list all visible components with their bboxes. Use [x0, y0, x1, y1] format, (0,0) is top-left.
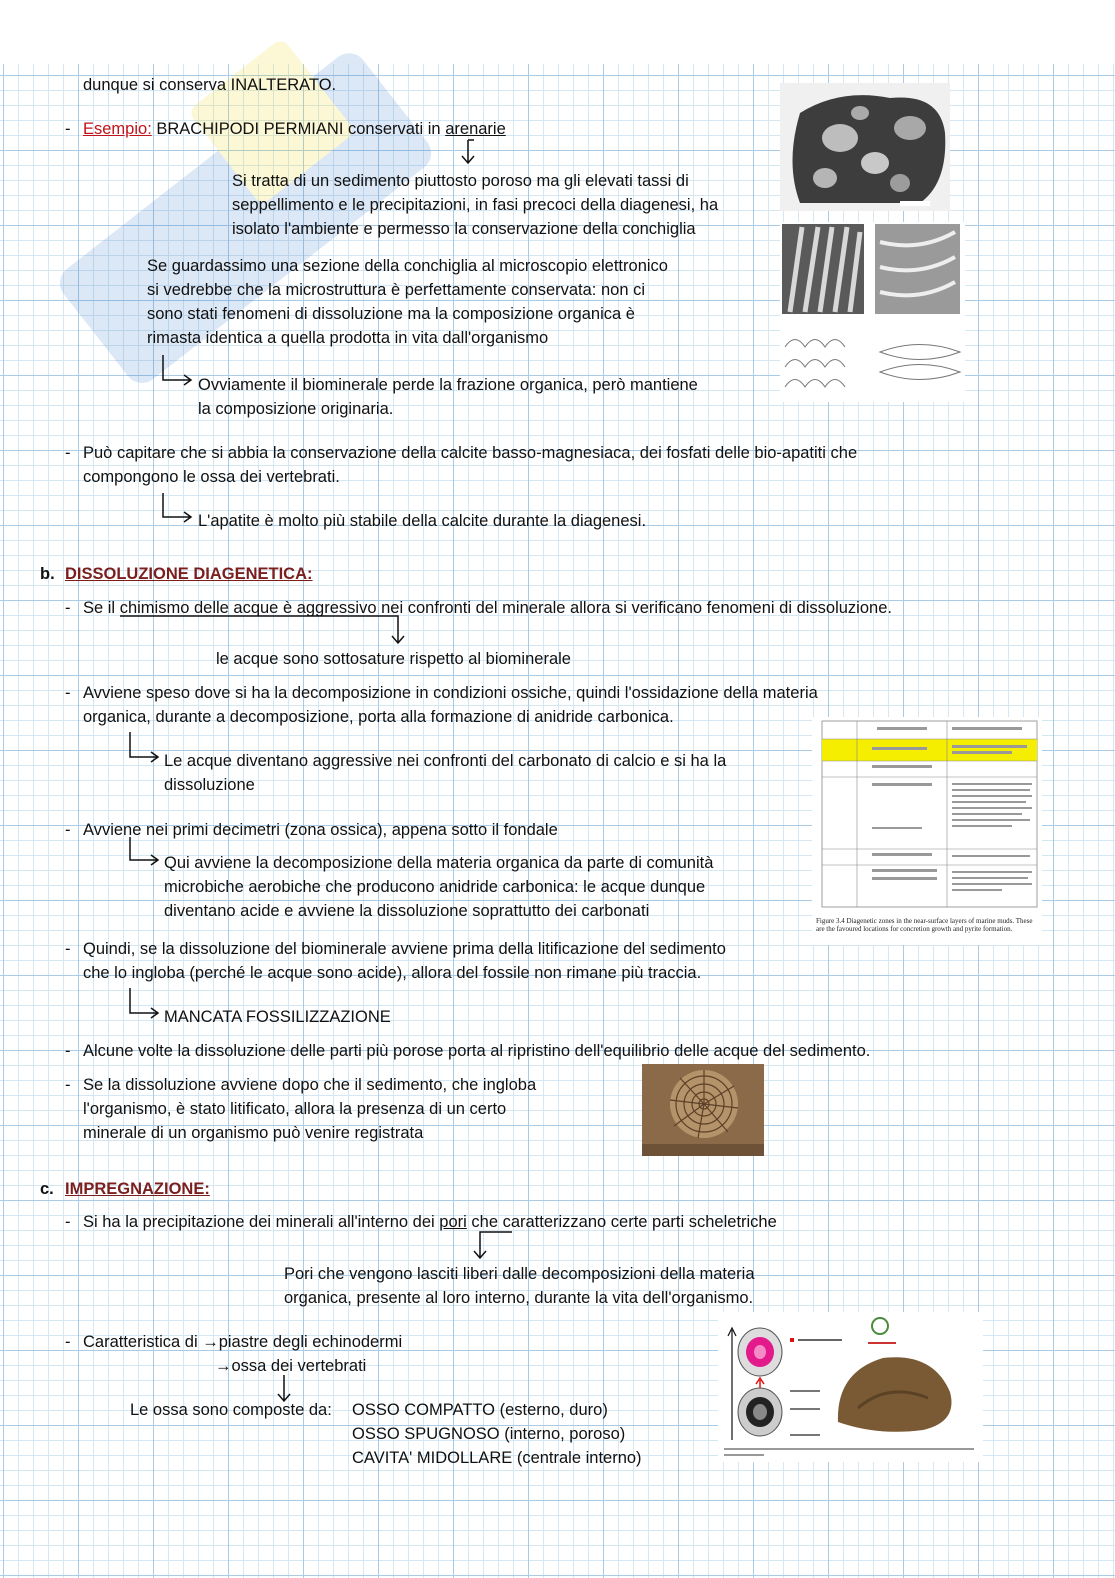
para-biomineral-2: la composizione originaria.: [198, 400, 394, 418]
para-litification-1: - Quindi, se la dissoluzione del biominerale avviene prima della litificazione del sedimento: [83, 937, 726, 962]
para-apatite: L'apatite è molto più stabile della calcite durante la diagenesi.: [198, 512, 647, 530]
down-arrow-icon: [460, 138, 480, 168]
line-inalterato: dunque si conserva INALTERATO.: [83, 76, 337, 94]
para-chemistry: - Se il chimismo delle acque è aggressivo nei confronti del minerale allora si verificano fenomeni di dissoluzione.: [83, 596, 892, 621]
para-sediment-2: seppellimento e le precipitazioni, in fasi precoci della diagenesi, ha: [232, 196, 719, 214]
bone-part-compact: OSSO COMPATTO (esterno, duro): [352, 1401, 608, 1419]
para-aggressive-2: dissoluzione: [164, 776, 255, 794]
para-calcite-2: compongono le ossa dei vertebrati.: [83, 468, 340, 486]
para-porous: - Alcune volte la dissoluzione delle parti più porose porta al ripristino dell'equilibrio delle acque del sedimento.: [83, 1039, 870, 1064]
bone-part-spongy: OSSO SPUGNOSO (interno, poroso): [352, 1425, 626, 1443]
section-b-letter: b.: [40, 565, 55, 583]
para-microbial-3: diventano acide e avviene la dissoluzione soprattutto dei carbonati: [164, 902, 650, 920]
para-microscope-2: si vedrebbe che la microstruttura è perfettamente conservata: non ci: [147, 281, 646, 299]
brachiopod-fossil-photo: [780, 83, 950, 211]
para-oxic-1: - Avviene speso dove si ha la decomposizione in condizioni ossiche, quindi l'ossidazione della materia: [83, 681, 818, 706]
figure-caption: Figure 3.4 Diagenetic zones in the near-surface layers of marine muds. These are the favoured locations for concretion growth and pyrite formation.: [816, 917, 1033, 933]
para-vertebrate-bones: →ossa dei vertebrati: [215, 1357, 367, 1375]
shell-microstructure-figure: [780, 222, 965, 402]
para-sediment-1: Si tratta di un sedimento piuttosto poroso ma gli elevati tassi di: [232, 172, 689, 190]
underlined-phrase: chimismo delle acque è aggressivo: [119, 599, 377, 617]
corner-arrow-icon: [127, 987, 163, 1021]
para-pores-1: Pori che vengono lasciti liberi dalle decomposizioni della materia: [284, 1265, 755, 1283]
example-underlined: arenarie: [445, 120, 506, 138]
down-arrow-icon: [118, 614, 408, 646]
para-microbial-2: microbiche aerobiche che producono anidride carbonica: le acque dunque: [164, 878, 706, 896]
bone-impregnation-figure: [718, 1312, 983, 1462]
para-after-1: - Se la dissoluzione avviene dopo che il sedimento, che ingloba: [83, 1073, 536, 1098]
para-pores-2: organica, presente al loro interno, durante la vita dell'organismo.: [284, 1289, 754, 1307]
corner-arrow-icon: [127, 731, 163, 765]
para-aggressive-1: Le acque diventano aggressive nei confronti del carbonato di calcio e si ha la: [164, 752, 727, 770]
para-decimetri: - Avviene nei primi decimetri (zona ossica), appena sotto il fondale: [83, 818, 558, 843]
bone-part-marrow: CAVITA' MIDOLLARE (centrale interno): [352, 1449, 642, 1467]
para-microscope-1: Se guardassimo una sezione della conchiglia al microscopio elettronico: [147, 257, 668, 275]
example-label: Esempio:: [83, 120, 152, 138]
para-undersaturated: le acque sono sottosature rispetto al biominerale: [216, 650, 571, 668]
example-line: [83, 117, 506, 142]
para-mancata: MANCATA FOSSILIZZAZIONE: [164, 1008, 391, 1026]
ammonite-fossil-photo: [642, 1064, 764, 1156]
para-microscope-4: rimasta identica a quella prodotta in vita dall'organismo: [147, 329, 549, 347]
section-c-letter: c.: [40, 1180, 54, 1198]
para-sediment-3: isolato l'ambiente e permesso la conservazione della conchiglia: [232, 220, 696, 238]
page-top-margin: [0, 0, 1115, 64]
para-calcite-1: - Può capitare che si abbia la conservazione della calcite basso-magnesiaca, dei fosfati delle bio-apatiti che: [83, 441, 857, 466]
section-b-title: DISSOLUZIONE DIAGENETICA:: [65, 565, 313, 583]
para-impregnation: - Si ha la precipitazione dei minerali all'interno dei pori che caratterizzano certe parti scheletriche: [83, 1210, 777, 1235]
para-biomineral-1: Ovviamente il biominerale perde la frazione organica, però mantiene: [198, 376, 698, 394]
corner-arrow-icon: [160, 492, 196, 526]
down-arrow-icon: [472, 1230, 516, 1262]
para-oxic-2: organica, durante a decomposizione, porta alla formazione di anidride carbonica.: [83, 708, 674, 726]
example-text: BRACHIPODI PERMIANI conservati in: [156, 120, 441, 138]
para-characteristic: - Caratteristica di →piastre degli echinodermi: [83, 1330, 402, 1355]
section-c-title: IMPREGNAZIONE:: [65, 1180, 210, 1198]
diagenetic-zones-figure: [812, 717, 1042, 945]
underlined-pori: pori: [439, 1213, 467, 1231]
para-litification-2: che lo ingloba (perché le acque sono acide), allora del fossile non rimane più traccia.: [83, 964, 702, 982]
corner-arrow-icon: [127, 836, 163, 868]
corner-arrow-icon: [160, 354, 196, 388]
para-after-2: l'organismo, è stato litificato, allora la presenza di un certo: [83, 1100, 507, 1118]
para-microscope-3: sono stati fenomeni di dissoluzione ma la composizione organica è: [147, 305, 635, 323]
para-after-3: minerale di un organismo può venire registrata: [83, 1124, 424, 1142]
para-bones-composed: Le ossa sono composte da:: [130, 1401, 332, 1419]
para-microbial-1: Qui avviene la decomposizione della materia organica da parte di comunità: [164, 854, 714, 872]
